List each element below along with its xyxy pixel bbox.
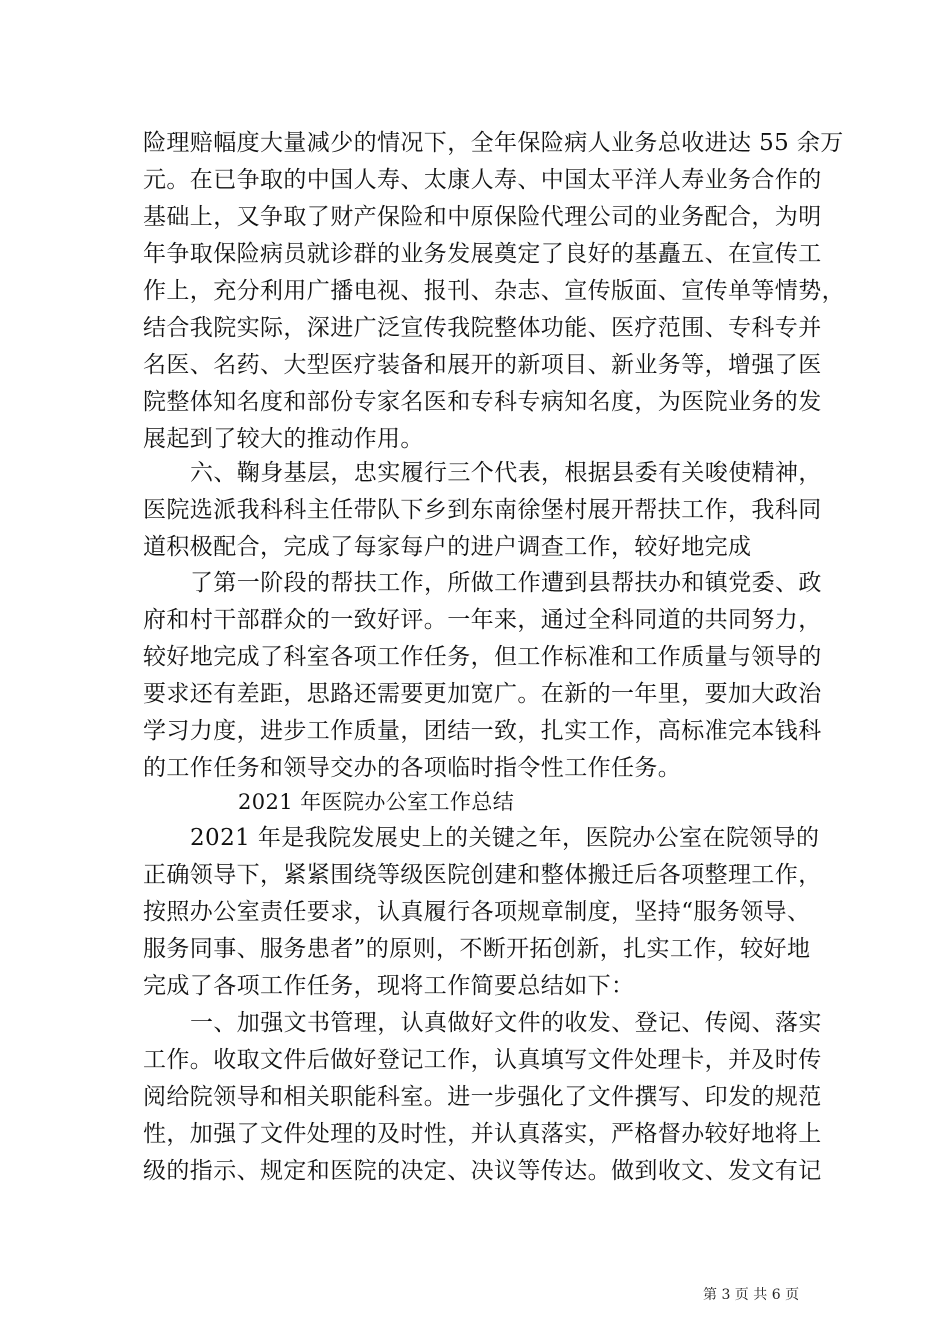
text-line-22: 按照办公室责任要求，认真履行各项规章制度，坚持“服务领导、 bbox=[143, 899, 811, 925]
text-line-29: 级的指示、规定和医院的决定、决议等传达。做到收文、发文有记 bbox=[143, 1158, 822, 1184]
text-line-2: 元。在已争取的中国人寿、太康人寿、中国太平洋人寿业务合作的 bbox=[143, 167, 822, 193]
text-line-1: 险理赔幅度大量减少的情况下，全年保险病人业务总收进达 55 余万 bbox=[143, 130, 844, 156]
text-line-8: 院整体知名度和部份专家名医和专科专病知名度，为医院业务的发 bbox=[143, 389, 822, 415]
text-line-18: 的工作任务和领导交办的各项临时指令性工作任务。 bbox=[143, 755, 682, 781]
section-title: 2021 年医院办公室工作总结 bbox=[238, 790, 515, 814]
text-line-14: 府和村干部群众的一致好评。一年来，通过全科同道的共同努力， bbox=[143, 607, 822, 633]
text-line-10: 六、鞠身基层，忠实履行三个代表，根据县委有关唆使精神， bbox=[190, 460, 822, 486]
text-line-16: 要求还有差距，思路还需要更加宽广。在新的一年里，要加大政治 bbox=[143, 681, 822, 707]
text-line-11: 医院选派我科科主任带队下乡到东南徐堡村展开帮扶工作，我科同 bbox=[143, 497, 822, 523]
text-line-5: 作上，充分利用广播电视、报刊、杂志、宣传版面、宣传单等情势， bbox=[143, 278, 845, 304]
text-line-3: 基础上，又争取了财产保险和中原保险代理公司的业务配合，为明 bbox=[143, 204, 822, 230]
text-line-9: 展起到了较大的推动作用。 bbox=[143, 426, 424, 452]
text-line-7: 名医、名药、大型医疗装备和展开的新项目、新业务等，增强了医 bbox=[143, 352, 822, 378]
text-line-28: 性，加强了文件处理的及时性，并认真落实，严格督办较好地将上 bbox=[143, 1121, 822, 1147]
text-line-23: 服务同事、服务患者”的原则，不断开拓创新，扎实工作，较好地 bbox=[143, 936, 811, 962]
page-number: 第 3 页 共 6 页 bbox=[703, 1287, 800, 1303]
text-line-24: 完成了各项工作任务，现将工作简要总结如下： bbox=[143, 973, 635, 999]
text-line-13: 了第一阶段的帮扶工作，所做工作遭到县帮扶办和镇党委、政 bbox=[190, 570, 822, 596]
text-line-20: 2021 年是我院发展史上的关键之年，医院办公室在院领导的 bbox=[190, 825, 820, 851]
text-line-17: 学习力度，进步工作质量，团结一致，扎实工作，高标准完本钱科 bbox=[143, 718, 822, 744]
text-line-21: 正确领导下，紧紧围绕等级医院创建和整体搬迁后各项整理工作， bbox=[143, 862, 822, 888]
text-line-12: 道积极配合，完成了每家每户的进户调查工作，较好地完成 bbox=[143, 534, 752, 560]
text-line-25: 一、加强文书管理，认真做好文件的收发、登记、传阅、落实 bbox=[190, 1010, 822, 1036]
text-line-26: 工作。收取文件后做好登记工作，认真填写文件处理卡，并及时传 bbox=[143, 1047, 822, 1073]
text-line-15: 较好地完成了科室各项工作任务，但工作标准和工作质量与领导的 bbox=[143, 644, 822, 670]
text-line-27: 阅给院领导和相关职能科室。进一步强化了文件撰写、印发的规范 bbox=[143, 1084, 822, 1110]
text-line-4: 年争取保险病员就诊群的业务发展奠定了良好的基矗五、在宣传工 bbox=[143, 241, 822, 267]
text-line-6: 结合我院实际，深进广泛宣传我院整体功能、医疗范围、专科专并 bbox=[143, 315, 822, 341]
